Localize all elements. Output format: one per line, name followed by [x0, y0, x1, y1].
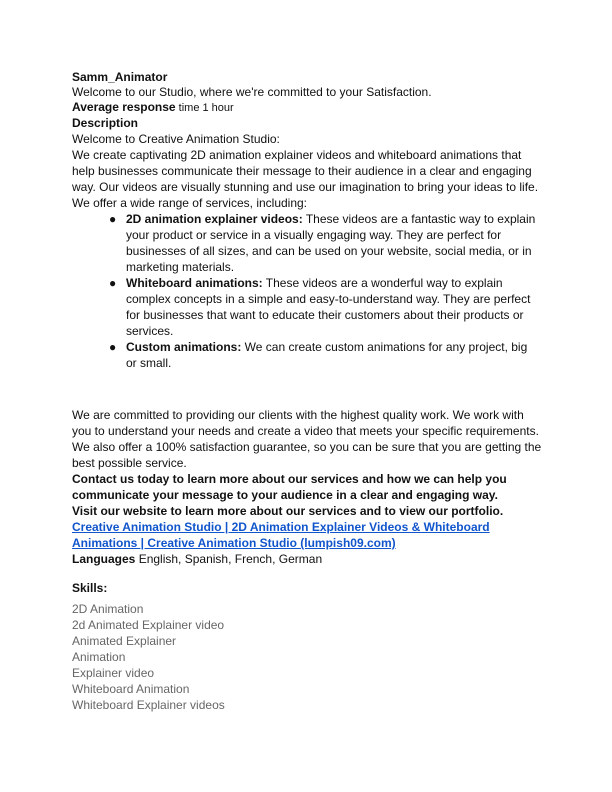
response-value: time 1 hour: [175, 102, 234, 114]
portfolio-link[interactable]: Creative Animation Studio | 2D Animation Explainer Videos & Whiteboard Animations | Creative Animation Studio (lumpish09.com): [72, 520, 490, 550]
tagline: Welcome to our Studio, where we're committed to your Satisfaction.: [72, 85, 432, 99]
response-time: [72, 100, 544, 116]
skills-heading: Skills:: [72, 581, 108, 595]
languages-value: English, Spanish, French, German: [135, 552, 323, 566]
skill-item: Whiteboard Animation: [72, 682, 190, 696]
cta-website: Visit our website to learn more about our services and to view our portfolio.: [72, 504, 504, 518]
bullet-icon: ●: [109, 212, 117, 226]
service-title: Whiteboard animations:: [126, 276, 263, 290]
languages-label: Languages: [72, 552, 136, 566]
response-label: Average response: [72, 100, 176, 114]
list-item: [109, 275, 536, 339]
service-text: These videos are a wonderful way to explain complex concepts in a simple and easy-to-understand way. They are perfect for businesses that want to educate their customers about their products or services.: [126, 276, 531, 338]
paragraph-2: We are committed to providing our clients with the highest quality work. We work with you to understand your needs and create a video that meets your specific requirements. We also offer a 100% satisfaction guarantee, so you can be sure that you are getting the best possible service.: [72, 408, 542, 470]
cta-contact: Contact us today to learn more about our services and how we can help you communicate your message to your audience in a clear and engaging way.: [72, 472, 507, 502]
skill-item: 2d Animated Explainer video: [72, 618, 225, 632]
username: Samm_Animator: [72, 70, 168, 84]
languages: [72, 551, 544, 567]
bullet-icon: ●: [109, 276, 117, 290]
services-list: [72, 211, 544, 371]
service-title: 2D animation explainer videos:: [126, 212, 303, 226]
service-text: We can create custom animations for any project, big or small.: [126, 340, 528, 370]
skill-item: 2D Animation: [72, 602, 144, 616]
skill-item: Animation: [72, 650, 126, 664]
document: [72, 70, 544, 713]
list-item: [109, 211, 536, 275]
skill-item: Animated Explainer: [72, 634, 177, 648]
paragraph-1: We create captivating 2D animation explainer videos and whiteboard animations that help businesses communicate their message to their audience in a clear and engaging way. Our videos are visually stunning and use our imagination to bring your ideas to life. We offer a wide range of services, including:: [72, 148, 539, 210]
bullet-icon: ●: [109, 340, 117, 354]
skill-item: Explainer video: [72, 666, 155, 680]
intro: Welcome to Creative Animation Studio:: [72, 132, 280, 146]
skill-item: Whiteboard Explainer videos: [72, 698, 225, 712]
description-heading: Description: [72, 116, 139, 130]
service-text: These videos are a fantastic way to explain your product or service in a visually engaging way. They are perfect for businesses of all sizes, and can be used on your website, social media, or in marketing materials.: [126, 212, 536, 274]
list-item: [109, 339, 536, 371]
skills-list: [72, 601, 544, 713]
service-title: Custom animations:: [126, 340, 242, 354]
